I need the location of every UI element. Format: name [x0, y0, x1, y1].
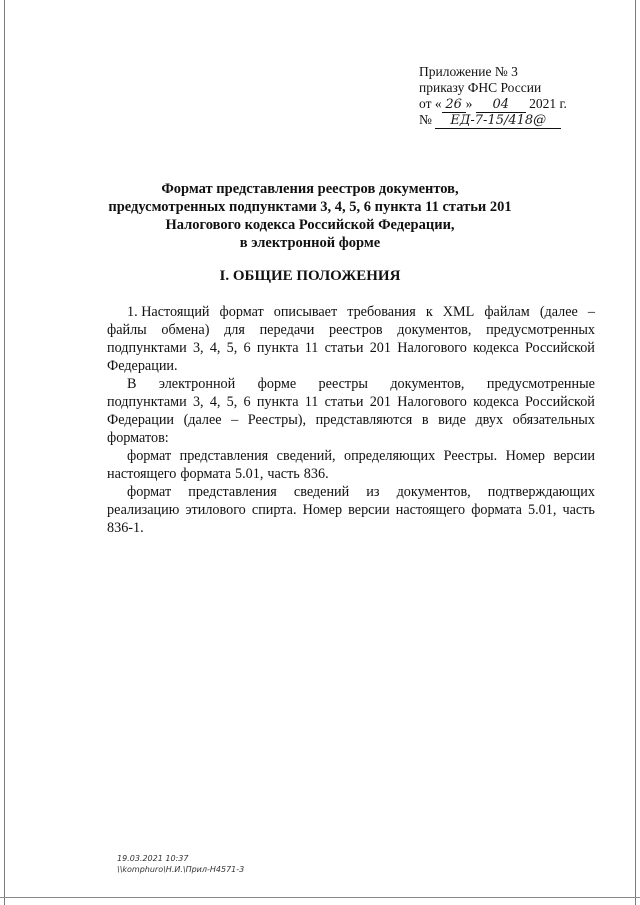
body-text: [107, 303, 595, 537]
word: представляются: [315, 412, 413, 428]
word: сведений: [293, 484, 350, 500]
word: 5,: [226, 340, 238, 356]
word: Номер: [505, 448, 546, 464]
word: Реестры),: [247, 412, 307, 428]
word: определяющих: [343, 448, 436, 464]
word: 201: [369, 394, 391, 410]
date-prefix: от «: [419, 96, 442, 111]
word: 11: [304, 394, 319, 410]
word: Федерации.: [107, 358, 178, 374]
word: подпунктами: [107, 340, 187, 356]
word: обязательных: [512, 412, 595, 428]
word: передачи: [259, 322, 315, 338]
paragraph-3-line: [107, 465, 595, 483]
word: 11: [304, 340, 319, 356]
word: представления: [179, 448, 269, 464]
word: для: [224, 322, 245, 338]
word: (далее: [183, 412, 222, 428]
word: 5,: [226, 394, 238, 410]
word: пункта: [256, 340, 299, 356]
word: из: [366, 484, 380, 500]
word: Российской: [524, 394, 595, 410]
appendix-block: [419, 64, 619, 128]
word: кодекса: [473, 340, 519, 356]
word: настоящего: [107, 466, 177, 482]
word: форме: [257, 376, 297, 392]
word: документов,: [396, 484, 471, 500]
word: электронной: [158, 376, 236, 392]
word: –: [231, 412, 239, 428]
word: 3,: [192, 394, 204, 410]
scan-edge-left: [4, 0, 5, 905]
word: 836-1.: [107, 520, 144, 536]
appendix-line-2: приказу ФНС России: [419, 80, 542, 95]
paragraph-3-line: [107, 447, 595, 465]
footer-timestamp: 19.03.2021 10:37: [117, 854, 189, 863]
word: статьи: [324, 340, 364, 356]
date-month-handwritten: 04: [476, 98, 526, 113]
word: 4,: [209, 394, 221, 410]
word: версии: [348, 502, 390, 518]
appendix-date-row: [419, 96, 619, 112]
title-line: Формат представления реестров документов,: [161, 181, 459, 197]
date-year: 2021 г.: [529, 96, 567, 111]
word: предусмотренных: [486, 322, 595, 338]
word: обмена): [161, 322, 210, 338]
word: формата: [180, 466, 231, 482]
word: 5.01,: [528, 502, 557, 518]
date-day-handwritten: 26: [442, 98, 466, 113]
word: –: [587, 304, 595, 320]
word: виде: [438, 412, 466, 428]
paragraph-1-line: [107, 321, 595, 339]
word: формат: [219, 304, 264, 320]
scan-edge-right: [635, 0, 636, 905]
word: реестров: [329, 322, 383, 338]
word: 3,: [192, 340, 204, 356]
word: представления: [188, 484, 277, 500]
section-heading: I. ОБЩИЕ ПОЛОЖЕНИЯ: [219, 268, 401, 284]
title-line: Налогового кодекса Российской Федерации,: [165, 217, 455, 233]
title-line: предусмотренных подпунктами 3, 4, 5, 6 пункта 11 статьи 201: [108, 199, 512, 215]
word: двух: [475, 412, 504, 428]
title-line: в электронной форме: [239, 235, 381, 251]
word: описывает: [273, 304, 338, 320]
word: файлам: [484, 304, 530, 320]
word: статьи: [324, 394, 364, 410]
word: версии: [553, 448, 595, 464]
word: часть: [562, 502, 595, 518]
word: настоящего: [395, 502, 466, 518]
word: в: [421, 412, 429, 428]
word: файлы: [107, 322, 147, 338]
word: 6: [243, 340, 251, 356]
paragraph-2-line: [107, 393, 595, 411]
word: кодекса: [473, 394, 519, 410]
word: форматов:: [107, 430, 169, 446]
paragraph-2-line: [107, 375, 595, 393]
number-prefix: №: [419, 112, 432, 127]
footer-file-path: \\komphuro\Н.И.\Прил-Н4571-3: [117, 865, 245, 874]
word: формат: [127, 484, 172, 500]
word: Налогового: [397, 394, 467, 410]
paragraph-1-line: [107, 357, 595, 375]
order-number-handwritten: ЕД-7-15/418@: [435, 114, 561, 129]
paragraph-2-line: [107, 429, 595, 447]
word: пункта: [256, 394, 299, 410]
word: часть: [267, 466, 300, 482]
paragraph-2-line: [107, 411, 595, 429]
date-separator: »: [465, 96, 473, 111]
word: реализацию: [107, 502, 180, 518]
word: подтверждающих: [487, 484, 595, 500]
paragraph-4-line: [107, 483, 595, 501]
word: подпунктами: [107, 394, 187, 410]
word: реестры: [318, 376, 368, 392]
word: спирта.: [251, 502, 297, 518]
word: XML: [442, 304, 475, 320]
paragraph-4-line: [107, 501, 595, 519]
word: требования: [347, 304, 416, 320]
word: 1. Настоящий: [127, 304, 210, 320]
word: формата: [471, 502, 522, 518]
word: сведений,: [276, 448, 336, 464]
appendix-line-1: Приложение № 3: [419, 64, 518, 79]
word: Российской: [524, 340, 595, 356]
paragraph-1-line: [107, 303, 595, 321]
word: этилового: [185, 502, 246, 518]
word: 4,: [209, 340, 221, 356]
word: к: [425, 304, 433, 320]
document-title: [100, 180, 520, 252]
word: В: [127, 376, 137, 392]
paragraph-1-line: [107, 339, 595, 357]
word: 5.01,: [235, 466, 264, 482]
word: документов,: [397, 322, 472, 338]
word: (далее: [539, 304, 578, 320]
word: 836.: [303, 466, 329, 482]
word: Номер: [302, 502, 343, 518]
word: Реестры.: [443, 448, 498, 464]
word: формат: [127, 448, 172, 464]
word: 6: [243, 394, 251, 410]
word: Налогового: [397, 340, 467, 356]
word: 201: [369, 340, 391, 356]
footer-stamp: [117, 853, 244, 875]
scan-edge-bottom: [0, 897, 640, 898]
appendix-number-row: [419, 112, 619, 128]
word: Федерации: [107, 412, 175, 428]
word: предусмотренные: [486, 376, 595, 392]
paragraph-4-line: [107, 519, 595, 537]
word: документов,: [390, 376, 465, 392]
